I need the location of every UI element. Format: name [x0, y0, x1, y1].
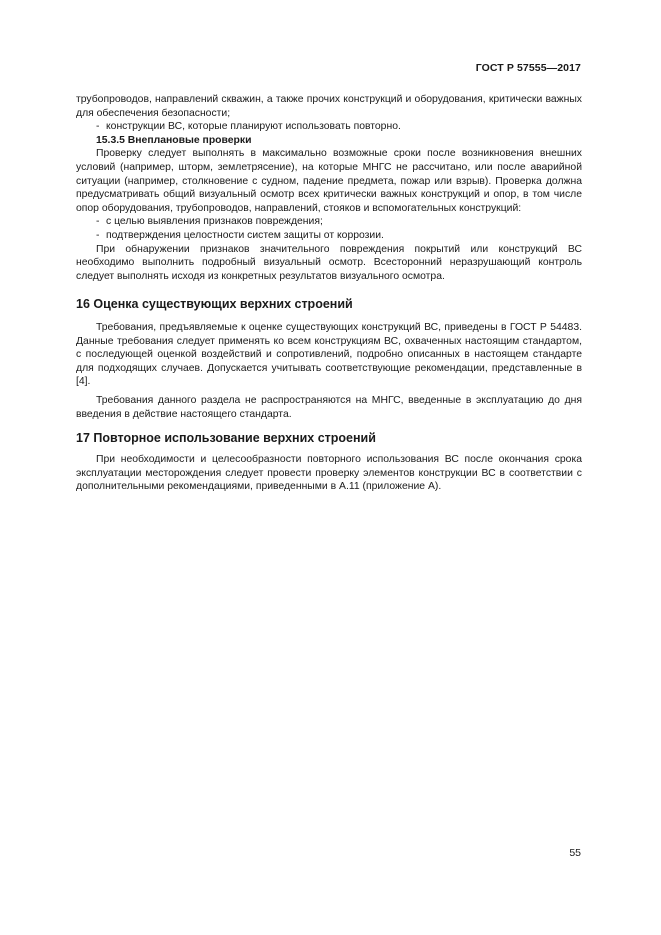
paragraph: Проверку следует выполнять в максимально возможные сроки после возникновения внешних условий (например, шторм, землетрясение), на которые МНГС не рассчитано, или после аварийной ситуации (например, столкновение с судном, падение предмета, пожар или взрыв). Проверка должна предусматривать общий визуальный осмотр всех критически важных конструкций и опор, в том числе опор оборудования, трубопроводов, направлений, стояков и вспомогательных конструкций:	[76, 148, 582, 214]
paragraph: Требования, предъявляемые к оценке существующих конструкций ВС, приведены в ГОСТ Р 54483. Данные требования следует применять ко всем конструкциям ВС, охваченных настоящим стандартом, с последующей оценкой воздействий и сопротивлений, подробно описанных в настоящем стандарте для подходящих случаев. Допускается учитывать соответствующие рекомендации, представленные в [4].	[76, 322, 582, 388]
subsection-heading: 15.3.5 Внеплановые проверки	[96, 134, 252, 146]
list-dash: -	[96, 121, 100, 133]
list-item-text: конструкции ВС, которые планируют использовать повторно.	[106, 121, 401, 133]
section-15-continuation	[76, 93, 582, 283]
paragraph: Требования данного раздела не распространяются на МНГС, введенные в эксплуатацию до дня введения в действие настоящего стандарта.	[76, 394, 582, 420]
paragraph: трубопроводов, направлений скважин, а также прочих конструкций и оборудования, критически важных для обеспечения безопасности;	[76, 94, 582, 119]
list-item-text: подтверждения целостности систем защиты от коррозии.	[106, 229, 384, 241]
section-17-body	[76, 453, 582, 494]
paragraph: При обнаружении признаков значительного повреждения покрытий или конструкций ВС необходимо выполнить подробный визуальный осмотр. Всесторонний неразрушающий контроль следует выполнять исходя из конкретных результатов визуального осмотра.	[76, 243, 582, 282]
page-number: 55	[569, 847, 581, 859]
section-heading: 16 Оценка существующих верхних строений	[76, 297, 353, 311]
paragraph: При необходимости и целесообразности повторного использования ВС после окончания срока эксплуатации месторождения следует провести проверку элементов конструкции ВС в соответствии с дополнительными рекомендациями, приведенными в А.11 (приложение А).	[76, 454, 582, 493]
list-item	[76, 229, 582, 243]
list-item	[76, 120, 582, 134]
list-dash: -	[96, 216, 100, 228]
section-16-body	[76, 321, 582, 421]
document-id-header: ГОСТ Р 57555—2017	[475, 62, 581, 74]
list-item-text: с целью выявления признаков повреждения;	[106, 216, 323, 228]
list-item	[76, 215, 582, 229]
list-dash: -	[96, 229, 100, 241]
section-heading: 17 Повторное использование верхних строений	[76, 431, 376, 445]
